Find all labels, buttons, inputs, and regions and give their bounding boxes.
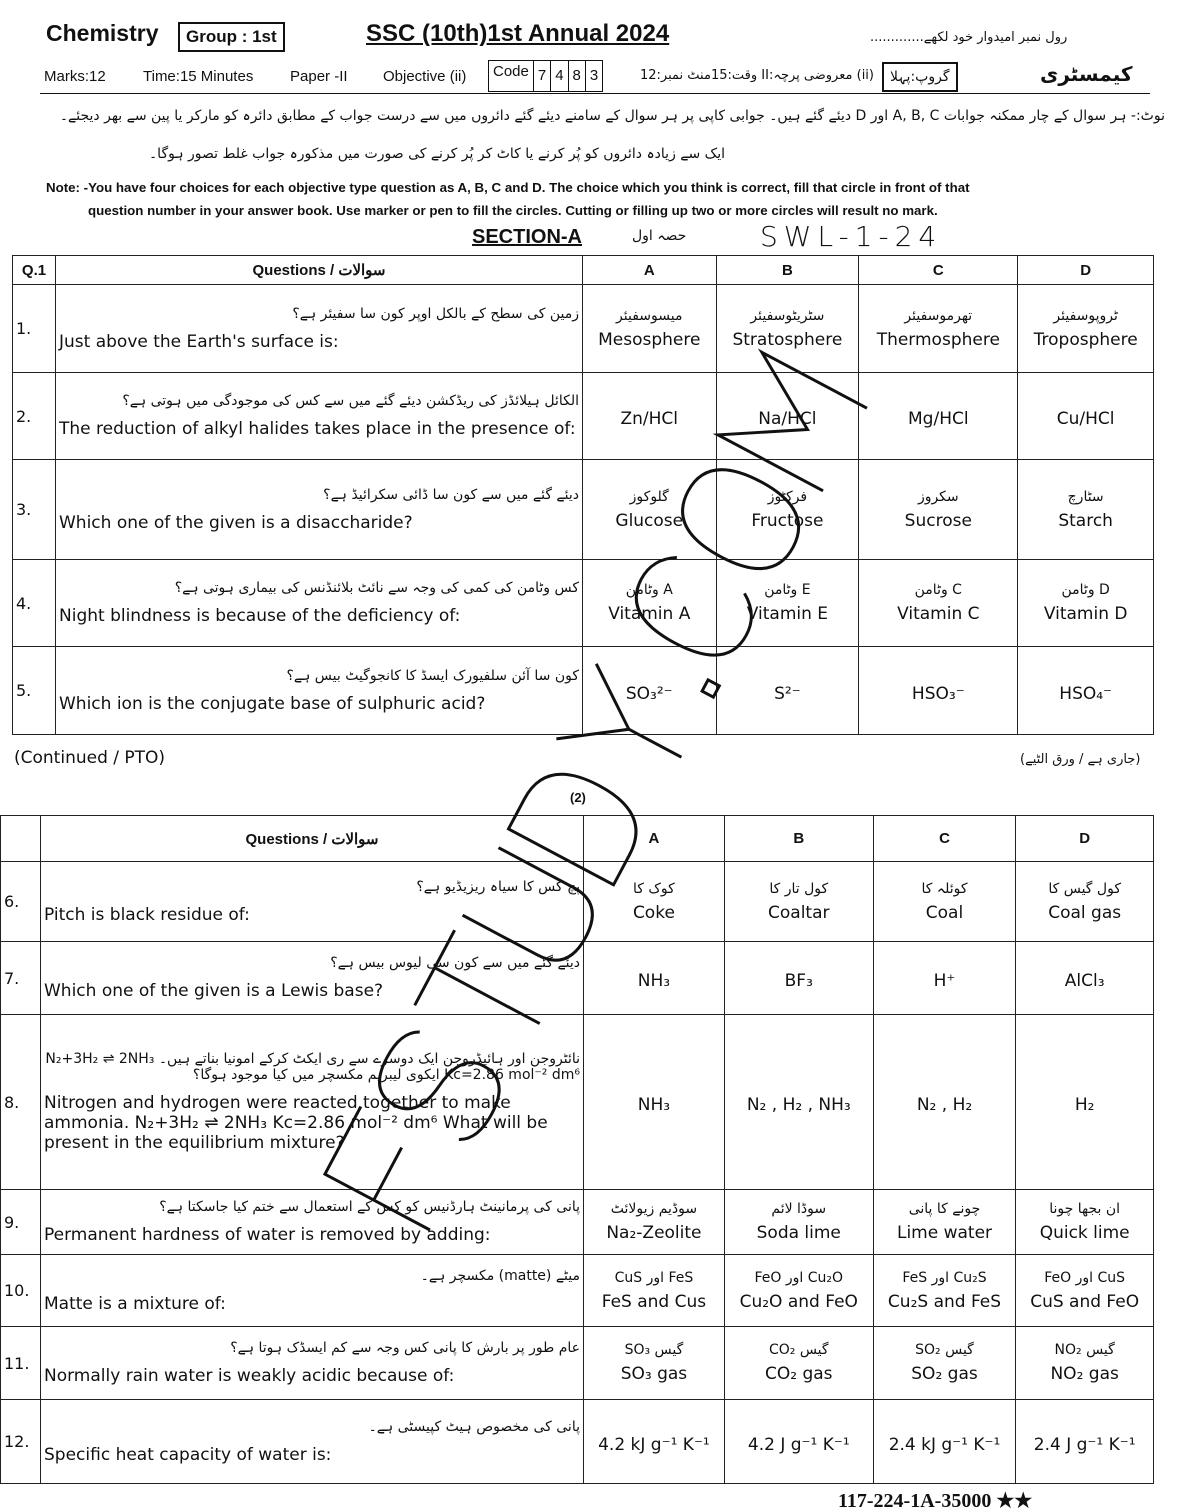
question-row: [1, 1255, 1154, 1327]
question-english: Pitch is black residue of:: [44, 904, 250, 925]
option-english: SO₂ gas: [911, 1364, 978, 1384]
option-english: Lime water: [896, 1223, 993, 1243]
exam-title: SSC (10th)1st Annual 2024: [366, 20, 670, 47]
question-english: Normally rain water is weakly acidic because of:: [44, 1366, 455, 1386]
option-b: [716, 285, 859, 373]
continued-urdu: (جاری ہے / ورق الٹیے): [1020, 752, 1141, 767]
paper: Paper -II: [290, 68, 348, 85]
option-c: [859, 460, 1018, 560]
option-d: [1016, 1015, 1154, 1190]
question-english: Which one of the given is a Lewis base?: [44, 981, 384, 1001]
table-header-row: [1, 816, 1154, 862]
option-english: Na/HCl: [758, 409, 817, 429]
option-english: Vitamin D: [1043, 604, 1128, 624]
option-english: AlCl₃: [1064, 971, 1105, 991]
option-d: [1018, 460, 1154, 560]
option-english: Coke: [632, 902, 675, 923]
option-english: CuS and FeO: [1030, 1291, 1140, 1312]
question-urdu: پانی کی مخصوص ہیٹ کپیسٹی ہے۔: [368, 1418, 580, 1435]
urdu-instruction-1: نوٹ:- ہر سوال کے چار ممکنہ جوابات A, B, C اور D دیئے گئے ہیں۔ جوابی کاپی پر ہر سوال کے سامنے دیئے گئے دائروں میں سے درست جواب کے مطابق دائرہ کو مارکر یا پین سے بھر دیجئے۔: [59, 108, 1165, 124]
question-urdu: نائٹروجن اور ہائیڈروجن ایک دوسرے سے ری ایکٹ کرکے امونیا بناتے ہیں۔ N₂+3H₂ ⇌ 2NH₃ Kc=2.86 mol⁻² dm⁶ ایکوی لیبریم مکسچر میں کیا موجود ہوگا؟: [45, 1051, 580, 1083]
option-urdu: CuS اور FeS: [614, 1269, 694, 1286]
option-english: BF₃: [784, 971, 813, 991]
option-urdu: وٹامن D: [1061, 582, 1110, 598]
option-english: N₂ , H₂ , NH₃: [746, 1095, 851, 1115]
option-english: S²⁻: [774, 683, 801, 704]
time: Time:15 Minutes: [143, 68, 254, 85]
question-urdu: کون سا آئن سلفیورک ایسڈ کا کانجوگیٹ بیس ہے؟: [286, 667, 579, 684]
question-urdu: کس وٹامن کی کمی کی وجہ سے نائٹ بلائنڈنس کی بیماری ہوتی ہے؟: [174, 580, 579, 596]
group-label: Group : 1st: [178, 22, 285, 52]
option-urdu: FeS اور Cu₂S: [902, 1269, 987, 1286]
question-urdu: دیئے گئے میں سے کون سا ڈائی سکرائیڈ ہے؟: [323, 486, 579, 503]
question-row: [1, 1400, 1154, 1484]
option-b: [716, 373, 859, 460]
option-b: [724, 1255, 873, 1327]
option-english: HSO₃⁻: [911, 683, 965, 704]
question-text-cell: [56, 647, 583, 735]
option-english: HSO₄⁻: [1059, 683, 1113, 704]
questions-table-1: [12, 255, 1154, 735]
question-number: 1.: [13, 285, 56, 373]
question-number: 7.: [1, 942, 41, 1015]
option-b: [716, 647, 859, 735]
questions-header: Questions / سوالات: [56, 256, 583, 285]
urdu-paper-info: (ii) معروضی پرچہ:II وقت:15منٹ نمبر:12: [640, 68, 874, 83]
option-a: [584, 942, 725, 1015]
option-urdu: کول تار کا: [769, 880, 829, 897]
code-label: Code: [489, 61, 534, 91]
option-a: [584, 1400, 725, 1484]
option-b: [716, 460, 859, 560]
question-row: [13, 460, 1154, 560]
questions-table-2: [0, 815, 1154, 1484]
option-c: [859, 560, 1018, 647]
option-d: [1018, 285, 1154, 373]
option-urdu: گلوکوز: [629, 488, 669, 505]
option-english: Thermosphere: [876, 329, 1000, 350]
question-number: 5.: [13, 647, 56, 735]
question-text-cell: [56, 460, 583, 560]
code-digit: 8: [569, 61, 586, 91]
question-english: Permanent hardness of water is removed by adding:: [44, 1225, 491, 1245]
question-urdu: میٹے (matte) مکسچر ہے۔: [420, 1267, 580, 1284]
urdu-subject: کیمسٹری: [1040, 62, 1133, 86]
option-header-a: A: [583, 256, 717, 285]
option-header-c: C: [873, 816, 1016, 862]
question-row: [13, 373, 1154, 460]
question-row: [1, 1190, 1154, 1255]
roll-number-line: رول نمبر امیدوار خود لکھے.............: [870, 30, 1068, 45]
option-english: CO₂ gas: [764, 1364, 833, 1384]
page-number: (2): [570, 790, 586, 805]
option-english: Cu₂S and FeS: [887, 1291, 1002, 1312]
option-english: NH₃: [637, 1095, 671, 1115]
code-digit: 3: [589, 67, 599, 84]
handwritten-code: SWL-1-24: [760, 220, 943, 253]
option-english: NH₃: [637, 971, 671, 991]
option-c: [873, 1327, 1016, 1400]
option-d: [1016, 1255, 1154, 1327]
option-b: [724, 942, 873, 1015]
option-a: [584, 1327, 725, 1400]
question-urdu: الکائل ہیلائڈز کی ریڈکشن دیئے گئے میں سے کس کی موجودگی میں ہوتی ہے؟: [122, 393, 579, 409]
question-text-cell: [41, 1255, 584, 1327]
option-c: [859, 285, 1018, 373]
question-number: 11.: [1, 1327, 41, 1400]
option-english: FeS and Cus: [601, 1291, 707, 1312]
q-number-header: [1, 816, 41, 862]
option-c: [873, 1015, 1016, 1190]
option-urdu: سٹارچ: [1067, 488, 1104, 505]
option-d: [1016, 862, 1154, 942]
option-a: [583, 373, 717, 460]
question-number: 10.: [1, 1255, 41, 1327]
option-header-d: D: [1018, 256, 1154, 285]
option-c: [873, 942, 1016, 1015]
option-english: SO₃²⁻: [625, 683, 673, 704]
question-text-cell: [56, 285, 583, 373]
option-b: [724, 1400, 873, 1484]
option-d: [1018, 560, 1154, 647]
option-english: Glucose: [615, 510, 684, 531]
option-b: [724, 1327, 873, 1400]
question-row: [1, 862, 1154, 942]
option-c: [873, 1255, 1016, 1327]
option-b: [724, 1015, 873, 1190]
option-urdu: میسوسفیئر: [616, 307, 683, 324]
question-text-cell: [56, 560, 583, 647]
option-english: Mesosphere: [598, 329, 701, 350]
option-a: [584, 1190, 725, 1255]
table-header-row: [13, 256, 1154, 285]
option-c: [873, 862, 1016, 942]
option-english: Coal gas: [1048, 902, 1122, 923]
option-d: [1016, 1327, 1154, 1400]
option-english: Cu/HCl: [1056, 409, 1115, 429]
question-text-cell: [56, 373, 583, 460]
option-urdu: کول گیس کا: [1048, 880, 1121, 897]
option-urdu: وٹامن E: [764, 582, 811, 598]
option-english: Coaltar: [768, 902, 830, 923]
option-urdu: FeO اور Cu₂O: [754, 1269, 844, 1286]
option-urdu: ان بجھا چونا: [1049, 1201, 1121, 1217]
urdu-instruction-2: ایک سے زیادہ دائروں کو پُر کرنے یا کاٹ کر پُر کرنے کی صورت میں مذکورہ جواب غلط تصور ہوگا۔: [148, 146, 725, 162]
footer-code: 117-224-1A-35000 ★★: [838, 1490, 1033, 1512]
option-english: Vitamin A: [608, 604, 691, 624]
code-digit: 4: [551, 61, 568, 91]
question-urdu: دیئے گئے میں سے کون سی لیوس بیس ہے؟: [330, 955, 580, 971]
option-urdu: وٹامن C: [914, 582, 962, 598]
question-english: Which one of the given is a disaccharide?: [59, 512, 413, 533]
option-urdu: ٹروپوسفیئر: [1053, 307, 1118, 324]
option-english: 2.4 J g⁻¹ K⁻¹: [1033, 1434, 1136, 1455]
option-header-d: D: [1016, 816, 1154, 862]
option-english: H₂: [1074, 1095, 1095, 1115]
option-urdu: چونے کا پانی: [908, 1201, 981, 1217]
question-number: 2.: [13, 373, 56, 460]
question-english: Night blindness is because of the deficiency of:: [59, 606, 461, 626]
option-urdu: تھرموسفیئر: [904, 307, 973, 324]
question-text-cell: [41, 942, 584, 1015]
question-english: Specific heat capacity of water is:: [44, 1444, 332, 1465]
option-b: [724, 1190, 873, 1255]
option-english: SO₃ gas: [620, 1364, 688, 1384]
question-text-cell: [41, 1400, 584, 1484]
option-header-b: B: [724, 816, 873, 862]
question-row: [13, 647, 1154, 735]
section-title: SECTION-A: [472, 226, 582, 248]
option-urdu: وٹامن A: [625, 582, 673, 598]
option-header-a: A: [584, 816, 725, 862]
question-urdu: عام طور پر بارش کا پانی کس وجہ سے کم ایسڈک ہوتا ہے؟: [230, 1340, 580, 1356]
option-c: [873, 1400, 1016, 1484]
question-text-cell: [41, 1190, 584, 1255]
question-text-cell: [41, 862, 584, 942]
option-urdu: سٹریٹوسفیئر: [750, 307, 825, 324]
option-d: [1018, 373, 1154, 460]
option-urdu: سوڈا لائم: [771, 1201, 827, 1217]
option-a: [584, 1015, 725, 1190]
question-row: [1, 942, 1154, 1015]
option-urdu: NO₂ گیس: [1054, 1342, 1115, 1358]
question-row: [1, 1015, 1154, 1190]
option-urdu: FeO اور CuS: [1044, 1269, 1126, 1286]
option-c: [859, 373, 1018, 460]
option-b: [724, 862, 873, 942]
note-line-2: question number in your answer book. Use marker or pen to fill the circles. Cutting or filling up two or more circles will result no mark.: [88, 203, 938, 218]
question-english: Nitrogen and hydrogen were reacted together to make ammonia. N₂+3H₂ ⇌ 2NH₃ Kc=2.86 mol⁻² dm⁶ What will be present in the equilibrium mixture?: [44, 1093, 548, 1153]
question-text-cell: [41, 1327, 584, 1400]
option-urdu: سوڈیم زیولائٹ: [610, 1201, 698, 1217]
option-urdu: SO₂ گیس: [915, 1342, 974, 1358]
option-urdu: فرکٹوز: [767, 488, 808, 505]
option-a: [584, 1255, 725, 1327]
option-header-c: C: [859, 256, 1018, 285]
marks: Marks:12: [44, 68, 106, 85]
question-text-cell: [41, 1015, 584, 1190]
option-english: Mg/HCl: [908, 409, 969, 429]
code-digit: 7: [534, 61, 551, 91]
question-english: The reduction of alkyl halides takes place in the presence of:: [59, 419, 576, 439]
option-english: Cu₂O and FeO: [739, 1291, 858, 1312]
option-english: 4.2 J g⁻¹ K⁻¹: [747, 1434, 850, 1455]
option-english: Starch: [1058, 510, 1113, 531]
question-row: [13, 560, 1154, 647]
q-number-header: Q.1: [13, 256, 56, 285]
option-urdu: کوئلہ کا: [921, 880, 968, 897]
question-number: 9.: [1, 1190, 41, 1255]
objective: Objective (ii): [383, 68, 467, 85]
option-a: [583, 560, 717, 647]
questions-header: Questions / سوالات: [41, 816, 584, 862]
option-header-b: B: [716, 256, 859, 285]
option-english: Stratosphere: [732, 329, 843, 350]
question-english: Which ion is the conjugate base of sulphuric acid?: [59, 693, 486, 714]
question-english: Matte is a mixture of:: [44, 1293, 226, 1314]
option-a: [583, 285, 717, 373]
option-english: N₂ , H₂: [916, 1095, 973, 1115]
continued-label: (Continued / PTO): [14, 748, 166, 768]
option-english: 4.2 kJ g⁻¹ K⁻¹: [598, 1434, 710, 1455]
option-english: Quick lime: [1039, 1223, 1130, 1243]
question-row: [1, 1327, 1154, 1400]
option-d: [1016, 942, 1154, 1015]
option-a: [583, 460, 717, 560]
option-urdu: کوک کا: [633, 880, 675, 897]
option-b: [716, 560, 859, 647]
question-number: 12.: [1, 1400, 41, 1484]
note-line-1: Note: -You have four choices for each objective type question as A, B, C and D. The choice which you think is correct, fill that circle in front of that: [46, 180, 970, 195]
urdu-group: گروپ:پہلا: [882, 62, 958, 92]
option-english: Fructose: [751, 510, 824, 531]
option-d: [1018, 647, 1154, 735]
option-english: Coal: [925, 902, 964, 923]
question-number: 8.: [1, 1015, 41, 1190]
option-urdu: SO₃ گیس: [624, 1342, 684, 1358]
option-d: [1016, 1400, 1154, 1484]
option-c: [859, 647, 1018, 735]
option-urdu: سکروز: [917, 488, 959, 505]
option-urdu: CO₂ گیس: [768, 1342, 829, 1358]
option-english: Soda lime: [756, 1223, 841, 1243]
question-urdu: پانی کی پرمانینٹ ہارڈنیس کو کس کے استعمال سے ختم کیا جاسکتا ہے؟: [159, 1199, 580, 1215]
code-box: [488, 60, 603, 92]
option-d: [1016, 1190, 1154, 1255]
question-urdu: زمین کی سطح کے بالکل اوپر کون سا سفیئر ہے؟: [292, 305, 579, 322]
question-english: Just above the Earth's surface is:: [59, 331, 339, 352]
header-divider: [40, 93, 1150, 94]
subject-title: Chemistry: [46, 20, 159, 46]
option-english: Vitamin E: [746, 604, 829, 624]
option-english: H⁺: [933, 971, 956, 991]
option-english: Vitamin C: [897, 604, 980, 624]
option-english: NO₂ gas: [1050, 1364, 1119, 1384]
option-english: Troposphere: [1033, 329, 1138, 350]
option-c: [873, 1190, 1016, 1255]
question-number: 4.: [13, 560, 56, 647]
option-a: [584, 862, 725, 942]
question-number: 3.: [13, 460, 56, 560]
option-english: 2.4 kJ g⁻¹ K⁻¹: [888, 1434, 1001, 1455]
option-english: Na₂-Zeolite: [606, 1223, 702, 1243]
question-urdu: پچ کس کا سیاہ ریزیڈیو ہے؟: [416, 878, 580, 895]
option-a: [583, 647, 717, 735]
option-english: Sucrose: [904, 510, 972, 531]
option-english: Zn/HCl: [620, 409, 679, 429]
question-row: [13, 285, 1154, 373]
section-urdu: حصہ اول: [632, 228, 687, 244]
question-number: 6.: [1, 862, 41, 942]
